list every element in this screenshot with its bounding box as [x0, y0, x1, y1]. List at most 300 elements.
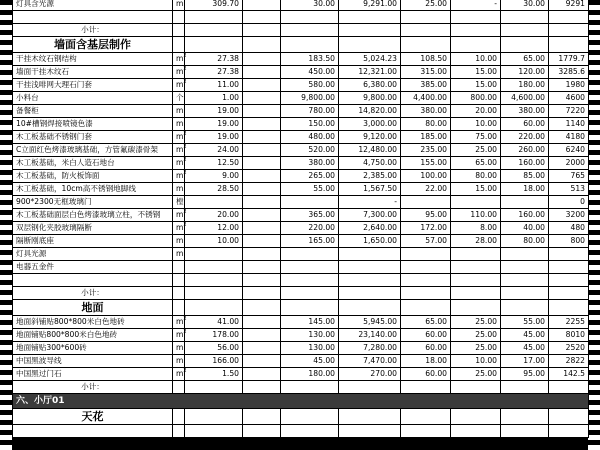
table-row[interactable] [13, 368, 589, 381]
cell-c9[interactable]: 160.00 [501, 157, 549, 170]
cell-c8[interactable]: 15.00 [451, 79, 501, 92]
cell-c4[interactable] [243, 368, 281, 381]
cell-c10[interactable]: 1980 [549, 79, 589, 92]
cell-c4[interactable] [243, 409, 281, 425]
item-name-cell[interactable]: 地面铺贴300*600砖 [13, 342, 173, 355]
cell-c7[interactable]: 185.00 [401, 131, 451, 144]
cell-c4[interactable] [243, 381, 281, 394]
cell-unit[interactable]: $m^2$ [173, 368, 185, 381]
cell-c5[interactable]: 480.00 [281, 131, 339, 144]
cell-c6[interactable]: 1,650.00 [339, 235, 401, 248]
cell-c4[interactable] [243, 261, 281, 274]
cell-c8[interactable]: 25.00 [451, 316, 501, 329]
cell-c7[interactable] [401, 248, 451, 261]
cell-qty[interactable]: 56.00 [185, 342, 243, 355]
cell-qty[interactable]: 11.00 [185, 79, 243, 92]
cell-c5[interactable] [281, 196, 339, 209]
cell-c10[interactable]: 4600 [549, 92, 589, 105]
cell-c6[interactable]: 23,140.00 [339, 329, 401, 342]
item-name-cell[interactable]: 墙面干挂木纹石 [13, 66, 173, 79]
table-row[interactable] [13, 105, 589, 118]
cell-qty[interactable] [185, 11, 243, 24]
table-row[interactable] [13, 381, 589, 394]
item-name-cell[interactable]: 木工板基础，10cm高不锈钢地脚线 [13, 183, 173, 196]
cell-c6[interactable] [339, 261, 401, 274]
cell-c9[interactable] [501, 11, 549, 24]
cell-c9[interactable] [501, 287, 549, 300]
cell-c8[interactable]: 80.00 [451, 170, 501, 183]
cell-c5[interactable] [281, 300, 339, 316]
cell-c8[interactable] [451, 37, 501, 53]
cell-c6[interactable]: 5,024.23 [339, 53, 401, 66]
cell-unit[interactable]: $m^2$ [173, 66, 185, 79]
cell-unit[interactable]: $m^2$ [173, 157, 185, 170]
cell-c8[interactable]: 15.00 [451, 66, 501, 79]
cell-c10[interactable]: 2822 [549, 355, 589, 368]
cell-c7[interactable]: 25.00 [401, 0, 451, 11]
cell-c9[interactable]: 80.00 [501, 235, 549, 248]
cell-qty[interactable]: 19.00 [185, 131, 243, 144]
cell-c7[interactable] [401, 37, 451, 53]
cell-c4[interactable] [243, 209, 281, 222]
cell-c4[interactable] [243, 157, 281, 170]
item-name-cell[interactable]: 900*2300无框玻璃门 [13, 196, 173, 209]
cell-c9[interactable] [501, 300, 549, 316]
cell-c10[interactable] [549, 261, 589, 274]
cell-c7[interactable]: 235.00 [401, 144, 451, 157]
cell-unit[interactable]: m [173, 235, 185, 248]
cell-c9[interactable]: 55.00 [501, 316, 549, 329]
cell-unit[interactable]: m [173, 118, 185, 131]
cell-c8[interactable] [451, 11, 501, 24]
cell-qty[interactable] [185, 248, 243, 261]
cell-c7[interactable] [401, 300, 451, 316]
item-name-cell[interactable]: 木工板基础，防火板饰面 [13, 170, 173, 183]
table-row[interactable] [13, 300, 589, 316]
cell-c6[interactable]: 9,800.00 [339, 92, 401, 105]
cell-c10[interactable] [549, 274, 589, 287]
cell-c10[interactable] [549, 24, 589, 37]
cell-c10[interactable] [549, 248, 589, 261]
cell-unit[interactable]: $m^2$ [173, 79, 185, 92]
cell-c7[interactable]: 60.00 [401, 342, 451, 355]
cell-qty[interactable]: 41.00 [185, 316, 243, 329]
cell-c7[interactable] [401, 274, 451, 287]
cell-qty[interactable]: 24.00 [185, 144, 243, 157]
cell-c4[interactable] [243, 170, 281, 183]
cell-unit[interactable]: m [173, 355, 185, 368]
cell-unit[interactable]: m [173, 105, 185, 118]
cell-c9[interactable] [501, 37, 549, 53]
table-row[interactable] [13, 11, 589, 24]
cell-c4[interactable] [243, 144, 281, 157]
item-name-cell[interactable] [13, 425, 173, 438]
cell-c10[interactable]: 4180 [549, 131, 589, 144]
cell-unit[interactable]: $m^2$ [173, 131, 185, 144]
cell-unit[interactable] [173, 274, 185, 287]
cell-c6[interactable] [339, 37, 401, 53]
cell-c8[interactable]: 25.00 [451, 144, 501, 157]
cell-c7[interactable]: 155.00 [401, 157, 451, 170]
cell-c7[interactable]: 60.00 [401, 368, 451, 381]
cell-c6[interactable]: 270.00 [339, 368, 401, 381]
cell-c10[interactable]: 142.5 [549, 368, 589, 381]
table-row[interactable] [13, 118, 589, 131]
cell-unit[interactable]: $m^2$ [173, 53, 185, 66]
cell-c5[interactable]: 365.00 [281, 209, 339, 222]
cell-c4[interactable] [243, 329, 281, 342]
section-title-cell[interactable]: 六、小厅01 [13, 394, 589, 409]
cell-c6[interactable]: 5,945.00 [339, 316, 401, 329]
subtotal-label-cell[interactable]: 小计： [13, 381, 173, 394]
cell-c6[interactable]: 7,280.00 [339, 342, 401, 355]
cell-unit[interactable]: m [173, 183, 185, 196]
cell-c8[interactable]: 110.00 [451, 209, 501, 222]
cell-qty[interactable] [185, 381, 243, 394]
cell-c10[interactable]: 480 [549, 222, 589, 235]
cell-c4[interactable] [243, 131, 281, 144]
cell-c10[interactable]: 3200 [549, 209, 589, 222]
cell-c6[interactable] [339, 274, 401, 287]
cell-c9[interactable] [501, 196, 549, 209]
cell-c9[interactable]: 220.00 [501, 131, 549, 144]
cell-qty[interactable]: 27.38 [185, 53, 243, 66]
cell-c5[interactable] [281, 11, 339, 24]
cell-c10[interactable] [549, 425, 589, 438]
cell-qty[interactable] [185, 409, 243, 425]
cell-c9[interactable] [501, 381, 549, 394]
cell-c4[interactable] [243, 287, 281, 300]
cell-c9[interactable]: 60.00 [501, 118, 549, 131]
cell-c6[interactable]: 2,385.00 [339, 170, 401, 183]
cell-c9[interactable]: 120.00 [501, 66, 549, 79]
cell-c7[interactable]: 4,400.00 [401, 92, 451, 105]
cell-unit[interactable]: m [173, 0, 185, 11]
cell-c5[interactable]: 520.00 [281, 144, 339, 157]
cell-c4[interactable] [243, 196, 281, 209]
subtotal-label-cell[interactable]: 小计： [13, 24, 173, 37]
cell-c6[interactable]: 3,000.00 [339, 118, 401, 131]
cell-unit[interactable]: $m^2$ [173, 170, 185, 183]
cell-c10[interactable]: 765 [549, 170, 589, 183]
cell-c7[interactable]: 80.00 [401, 118, 451, 131]
cell-unit[interactable]: m [173, 248, 185, 261]
table-row[interactable] [13, 409, 589, 425]
item-name-cell[interactable]: 双层钢化夹胶玻璃隔断 [13, 222, 173, 235]
cell-c8[interactable]: - [451, 0, 501, 11]
cell-c5[interactable] [281, 248, 339, 261]
cell-c7[interactable]: 65.00 [401, 316, 451, 329]
cell-c4[interactable] [243, 355, 281, 368]
cell-c10[interactable]: 7220 [549, 105, 589, 118]
cell-c5[interactable]: 145.00 [281, 316, 339, 329]
cell-c6[interactable] [339, 248, 401, 261]
cell-c8[interactable]: 10.00 [451, 355, 501, 368]
table-row[interactable] [13, 131, 589, 144]
item-name-cell[interactable] [13, 11, 173, 24]
cell-c4[interactable] [243, 235, 281, 248]
cell-c10[interactable]: 0 [549, 196, 589, 209]
cell-c10[interactable] [549, 300, 589, 316]
table-row[interactable] [13, 157, 589, 170]
cell-c6[interactable] [339, 287, 401, 300]
item-name-cell[interactable]: 地面铺贴800*800米白色地砖 [13, 329, 173, 342]
group-heading-cell[interactable]: 地面 [13, 300, 173, 316]
cell-c9[interactable]: 85.00 [501, 170, 549, 183]
cell-c5[interactable]: 380.00 [281, 157, 339, 170]
cell-c6[interactable]: 14,820.00 [339, 105, 401, 118]
cell-c4[interactable] [243, 66, 281, 79]
cell-unit[interactable] [173, 409, 185, 425]
cell-qty[interactable]: 19.00 [185, 118, 243, 131]
item-name-cell[interactable]: 干挂木纹石钢结构 [13, 53, 173, 66]
cell-c4[interactable] [243, 37, 281, 53]
table-row[interactable] [13, 53, 589, 66]
table-row[interactable] [13, 170, 589, 183]
cell-c8[interactable] [451, 287, 501, 300]
cell-c8[interactable]: 10.00 [451, 53, 501, 66]
table-row[interactable] [13, 235, 589, 248]
cell-c5[interactable] [281, 381, 339, 394]
cell-c9[interactable]: 380.00 [501, 105, 549, 118]
item-name-cell[interactable]: C立面红色烤漆玻璃基础，方管氟碳漆骨架 [13, 144, 173, 157]
cell-c6[interactable]: 12,480.00 [339, 144, 401, 157]
item-name-cell[interactable]: 小料台 [13, 92, 173, 105]
cell-c5[interactable]: 150.00 [281, 118, 339, 131]
table-row[interactable] [13, 79, 589, 92]
item-name-cell[interactable]: 木工板基础面层白色烤漆玻璃立柱，不锈钢 [13, 209, 173, 222]
cell-c6[interactable]: - [339, 196, 401, 209]
cell-unit[interactable]: 个 [173, 92, 185, 105]
cell-c4[interactable] [243, 222, 281, 235]
table-row[interactable] [13, 261, 589, 274]
cell-c9[interactable] [501, 409, 549, 425]
cell-qty[interactable]: 1.50 [185, 368, 243, 381]
cell-c7[interactable] [401, 24, 451, 37]
cell-c6[interactable]: 2,640.00 [339, 222, 401, 235]
cell-c7[interactable]: 60.00 [401, 329, 451, 342]
cell-c8[interactable] [451, 196, 501, 209]
cell-c5[interactable]: 220.00 [281, 222, 339, 235]
cell-unit[interactable]: m [173, 342, 185, 355]
cell-c10[interactable]: 8010 [549, 329, 589, 342]
cell-c6[interactable]: 4,750.00 [339, 157, 401, 170]
cell-c9[interactable]: 17.00 [501, 355, 549, 368]
cell-c10[interactable]: 800 [549, 235, 589, 248]
cell-c6[interactable]: 1,567.50 [339, 183, 401, 196]
cell-c4[interactable] [243, 183, 281, 196]
cell-c7[interactable] [401, 409, 451, 425]
cell-c4[interactable] [243, 53, 281, 66]
cell-qty[interactable]: 10.00 [185, 235, 243, 248]
cell-c6[interactable]: 6,380.00 [339, 79, 401, 92]
cell-c4[interactable] [243, 425, 281, 438]
cell-c8[interactable]: 10.00 [451, 118, 501, 131]
cell-c4[interactable] [243, 0, 281, 11]
cell-c10[interactable] [549, 11, 589, 24]
cell-c7[interactable] [401, 425, 451, 438]
cell-qty[interactable]: 12.00 [185, 222, 243, 235]
cell-c10[interactable]: 2000 [549, 157, 589, 170]
cell-c8[interactable]: 25.00 [451, 368, 501, 381]
cell-unit[interactable]: $m^2$ [173, 222, 185, 235]
cell-c5[interactable] [281, 409, 339, 425]
table-row[interactable] [13, 425, 589, 438]
cell-c9[interactable] [501, 24, 549, 37]
cell-c9[interactable]: 65.00 [501, 53, 549, 66]
cell-qty[interactable] [185, 274, 243, 287]
item-name-cell[interactable]: 灯具光源 [13, 248, 173, 261]
cell-c7[interactable]: 57.00 [401, 235, 451, 248]
table-row[interactable] [13, 287, 589, 300]
subtotal-label-cell[interactable]: 小计： [13, 287, 173, 300]
cell-qty[interactable]: 166.00 [185, 355, 243, 368]
cell-c5[interactable]: 130.00 [281, 329, 339, 342]
cell-c6[interactable]: 9,120.00 [339, 131, 401, 144]
cell-c5[interactable] [281, 37, 339, 53]
cell-unit[interactable] [173, 11, 185, 24]
cell-c6[interactable]: 7,470.00 [339, 355, 401, 368]
cell-c8[interactable]: 75.00 [451, 131, 501, 144]
table-row[interactable] [13, 66, 589, 79]
table-row[interactable] [13, 248, 589, 261]
cell-c7[interactable]: 108.50 [401, 53, 451, 66]
cell-c10[interactable] [549, 409, 589, 425]
table-row[interactable] [13, 92, 589, 105]
cell-c6[interactable]: 7,300.00 [339, 209, 401, 222]
table-row[interactable] [13, 24, 589, 37]
item-name-cell[interactable]: 木工板基础不锈钢门套 [13, 131, 173, 144]
cell-c5[interactable]: 580.00 [281, 79, 339, 92]
table-row[interactable] [13, 37, 589, 53]
cell-c8[interactable]: 800.00 [451, 92, 501, 105]
cell-c6[interactable]: 9,291.00 [339, 0, 401, 11]
cell-c4[interactable] [243, 92, 281, 105]
cell-c4[interactable] [243, 342, 281, 355]
cell-c7[interactable]: 95.00 [401, 209, 451, 222]
cell-c6[interactable] [339, 381, 401, 394]
cell-unit[interactable]: $m^2$ [173, 316, 185, 329]
cell-unit[interactable] [173, 24, 185, 37]
cell-c9[interactable]: 260.00 [501, 144, 549, 157]
cell-c10[interactable]: 9291 [549, 0, 589, 11]
cell-c9[interactable]: 95.00 [501, 368, 549, 381]
cell-c7[interactable]: 18.00 [401, 355, 451, 368]
cell-qty[interactable] [185, 261, 243, 274]
item-name-cell[interactable]: 灯具含光源 [13, 0, 173, 11]
cell-unit[interactable] [173, 261, 185, 274]
item-name-cell[interactable] [13, 274, 173, 287]
table-row[interactable] [13, 394, 589, 409]
item-name-cell[interactable]: 中国黑过门石 [13, 368, 173, 381]
cell-qty[interactable] [185, 37, 243, 53]
table-row[interactable] [13, 209, 589, 222]
table-row[interactable] [13, 222, 589, 235]
cell-c8[interactable]: 65.00 [451, 157, 501, 170]
table-row[interactable] [13, 144, 589, 157]
table-row[interactable] [13, 316, 589, 329]
item-name-cell[interactable]: 电器五金件 [13, 261, 173, 274]
cell-c7[interactable] [401, 11, 451, 24]
cell-c4[interactable] [243, 24, 281, 37]
cell-c9[interactable]: 30.00 [501, 0, 549, 11]
item-name-cell[interactable]: 备餐柜 [13, 105, 173, 118]
cell-c7[interactable]: 100.00 [401, 170, 451, 183]
item-name-cell[interactable]: 10#槽钢焊接喷镜色漆 [13, 118, 173, 131]
cell-c6[interactable] [339, 24, 401, 37]
cell-c6[interactable] [339, 425, 401, 438]
cell-unit[interactable]: 樘 [173, 196, 185, 209]
table-row[interactable] [13, 329, 589, 342]
cell-c5[interactable]: 45.00 [281, 355, 339, 368]
cell-c7[interactable]: 380.00 [401, 105, 451, 118]
cell-c8[interactable] [451, 425, 501, 438]
cell-c5[interactable] [281, 261, 339, 274]
cell-c5[interactable]: 165.00 [281, 235, 339, 248]
cell-c9[interactable]: 40.00 [501, 222, 549, 235]
cell-qty[interactable] [185, 24, 243, 37]
cell-c9[interactable] [501, 261, 549, 274]
cell-c5[interactable]: 265.00 [281, 170, 339, 183]
cell-c9[interactable]: 18.00 [501, 183, 549, 196]
cell-c5[interactable]: 450.00 [281, 66, 339, 79]
cell-c4[interactable] [243, 300, 281, 316]
table-row[interactable] [13, 274, 589, 287]
table-row[interactable] [13, 0, 589, 11]
cell-c10[interactable] [549, 37, 589, 53]
table-row[interactable] [13, 342, 589, 355]
cell-c7[interactable] [401, 287, 451, 300]
cell-qty[interactable]: 9.00 [185, 170, 243, 183]
item-name-cell[interactable]: 木工板基础，米白人造石地台 [13, 157, 173, 170]
cell-c8[interactable] [451, 261, 501, 274]
cell-c6[interactable] [339, 409, 401, 425]
item-name-cell[interactable]: 中国黑波导线 [13, 355, 173, 368]
cell-c9[interactable]: 45.00 [501, 329, 549, 342]
group-heading-cell[interactable]: 天花 [13, 409, 173, 425]
table-row[interactable] [13, 183, 589, 196]
cell-c4[interactable] [243, 248, 281, 261]
cell-c4[interactable] [243, 118, 281, 131]
cell-qty[interactable]: 20.00 [185, 209, 243, 222]
cell-c10[interactable]: 2255 [549, 316, 589, 329]
cell-c5[interactable]: 183.50 [281, 53, 339, 66]
cell-unit[interactable]: $m^2$ [173, 329, 185, 342]
cell-c9[interactable]: 160.00 [501, 209, 549, 222]
cell-c10[interactable] [549, 381, 589, 394]
cell-unit[interactable] [173, 381, 185, 394]
cell-c8[interactable]: 25.00 [451, 342, 501, 355]
cell-c4[interactable] [243, 316, 281, 329]
cell-c10[interactable]: 6240 [549, 144, 589, 157]
cell-unit[interactable] [173, 425, 185, 438]
cell-c7[interactable] [401, 261, 451, 274]
cell-c5[interactable]: 180.00 [281, 368, 339, 381]
cell-c6[interactable] [339, 300, 401, 316]
cell-c4[interactable] [243, 11, 281, 24]
cell-c8[interactable]: 8.00 [451, 222, 501, 235]
cell-unit[interactable] [173, 37, 185, 53]
cell-c9[interactable] [501, 248, 549, 261]
cell-c7[interactable]: 385.00 [401, 79, 451, 92]
cell-c10[interactable]: 3285.6 [549, 66, 589, 79]
cell-c5[interactable] [281, 24, 339, 37]
table-row[interactable] [13, 196, 589, 209]
cell-qty[interactable]: 12.50 [185, 157, 243, 170]
cell-c7[interactable]: 315.00 [401, 66, 451, 79]
cell-c8[interactable]: 15.00 [451, 183, 501, 196]
cell-c5[interactable]: 30.00 [281, 0, 339, 11]
